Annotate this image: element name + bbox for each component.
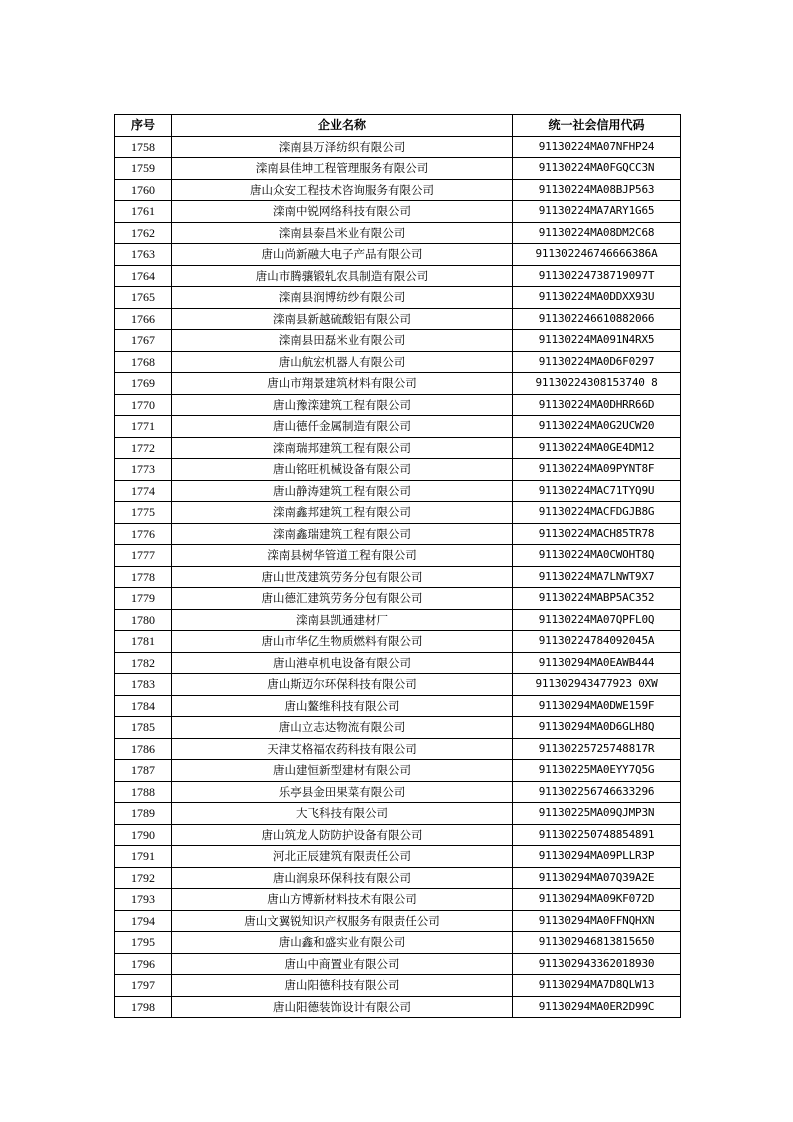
row-index: 1785 bbox=[115, 717, 172, 739]
row-enterprise-name: 唐山立志达物流有限公司 bbox=[172, 717, 513, 739]
table-row bbox=[115, 566, 681, 588]
row-credit-code: 911302246610882066 bbox=[513, 308, 681, 330]
row-index: 1788 bbox=[115, 781, 172, 803]
table-row bbox=[115, 889, 681, 911]
header-credit-code: 统一社会信用代码 bbox=[513, 115, 681, 137]
row-index: 1775 bbox=[115, 502, 172, 524]
table-row bbox=[115, 287, 681, 309]
table-row bbox=[115, 996, 681, 1018]
row-credit-code: 91130224MA0FGQCC3N bbox=[513, 158, 681, 180]
row-credit-code: 91130294MA09PLLR3P bbox=[513, 846, 681, 868]
row-index: 1786 bbox=[115, 738, 172, 760]
row-enterprise-name: 唐山中商置业有限公司 bbox=[172, 953, 513, 975]
row-index: 1794 bbox=[115, 910, 172, 932]
row-credit-code: 91130224MA0DHRR66D bbox=[513, 394, 681, 416]
table-row bbox=[115, 695, 681, 717]
table-row bbox=[115, 308, 681, 330]
row-index: 1765 bbox=[115, 287, 172, 309]
table-row bbox=[115, 717, 681, 739]
row-index: 1768 bbox=[115, 351, 172, 373]
row-credit-code: 91130224MACFDGJB8G bbox=[513, 502, 681, 524]
row-index: 1776 bbox=[115, 523, 172, 545]
row-enterprise-name: 唐山铭旺机械设备有限公司 bbox=[172, 459, 513, 481]
table-row bbox=[115, 975, 681, 997]
row-index: 1771 bbox=[115, 416, 172, 438]
row-credit-code: 91130225MA09QJMP3N bbox=[513, 803, 681, 825]
table-row bbox=[115, 738, 681, 760]
row-credit-code: 91130224MA0GE4DM12 bbox=[513, 437, 681, 459]
row-index: 1770 bbox=[115, 394, 172, 416]
row-index: 1782 bbox=[115, 652, 172, 674]
row-index: 1783 bbox=[115, 674, 172, 696]
row-enterprise-name: 滦南鑫瑞建筑工程有限公司 bbox=[172, 523, 513, 545]
table-row bbox=[115, 201, 681, 223]
row-index: 1762 bbox=[115, 222, 172, 244]
row-credit-code: 91130224MAC71TYQ9U bbox=[513, 480, 681, 502]
table-row bbox=[115, 158, 681, 180]
row-enterprise-name: 唐山航宏机器人有限公司 bbox=[172, 351, 513, 373]
row-enterprise-name: 滦南县润博纺纱有限公司 bbox=[172, 287, 513, 309]
table-row bbox=[115, 932, 681, 954]
table-header bbox=[115, 115, 681, 137]
row-credit-code: 91130224MA091N4RX5 bbox=[513, 330, 681, 352]
header-enterprise-name: 企业名称 bbox=[172, 115, 513, 137]
table-row bbox=[115, 867, 681, 889]
table-row bbox=[115, 244, 681, 266]
table-row bbox=[115, 631, 681, 653]
enterprise-registry-table bbox=[114, 114, 681, 1018]
row-index: 1773 bbox=[115, 459, 172, 481]
row-enterprise-name: 唐山鑫和盛实业有限公司 bbox=[172, 932, 513, 954]
row-credit-code: 91130225725748817R bbox=[513, 738, 681, 760]
row-enterprise-name: 唐山市翔景建筑材料有限公司 bbox=[172, 373, 513, 395]
row-index: 1787 bbox=[115, 760, 172, 782]
row-index: 1766 bbox=[115, 308, 172, 330]
table-row bbox=[115, 330, 681, 352]
table-body bbox=[115, 136, 681, 1018]
table-row bbox=[115, 760, 681, 782]
row-credit-code: 91130224308153740 8 bbox=[513, 373, 681, 395]
row-enterprise-name: 唐山方博新材料技术有限公司 bbox=[172, 889, 513, 911]
row-credit-code: 91130294MA0EAWB444 bbox=[513, 652, 681, 674]
table-row bbox=[115, 545, 681, 567]
row-credit-code: 911302943477923 0XW bbox=[513, 674, 681, 696]
table-row bbox=[115, 373, 681, 395]
row-enterprise-name: 唐山建恒新型建材有限公司 bbox=[172, 760, 513, 782]
row-credit-code: 91130224738719097T bbox=[513, 265, 681, 287]
row-enterprise-name: 乐亭县金田果菜有限公司 bbox=[172, 781, 513, 803]
table-row bbox=[115, 910, 681, 932]
row-enterprise-name: 唐山润泉环保科技有限公司 bbox=[172, 867, 513, 889]
row-enterprise-name: 滦南县佳坤工程管理服务有限公司 bbox=[172, 158, 513, 180]
table-row bbox=[115, 136, 681, 158]
row-credit-code: 91130224MA09PYNT8F bbox=[513, 459, 681, 481]
row-enterprise-name: 河北正辰建筑有限责任公司 bbox=[172, 846, 513, 868]
table-row bbox=[115, 394, 681, 416]
row-enterprise-name: 唐山静涛建筑工程有限公司 bbox=[172, 480, 513, 502]
row-credit-code: 91130224MACH85TR78 bbox=[513, 523, 681, 545]
row-enterprise-name: 唐山斯迈尔环保科技有限公司 bbox=[172, 674, 513, 696]
row-index: 1789 bbox=[115, 803, 172, 825]
row-index: 1791 bbox=[115, 846, 172, 868]
row-credit-code: 911302246746666386A bbox=[513, 244, 681, 266]
header-index: 序号 bbox=[115, 115, 172, 137]
row-index: 1792 bbox=[115, 867, 172, 889]
row-enterprise-name: 唐山尚新融大电子产品有限公司 bbox=[172, 244, 513, 266]
row-enterprise-name: 唐山文翼锐知识产权服务有限责任公司 bbox=[172, 910, 513, 932]
row-enterprise-name: 滦南县万泽纺织有限公司 bbox=[172, 136, 513, 158]
table-row bbox=[115, 674, 681, 696]
row-enterprise-name: 滦南鑫邦建筑工程有限公司 bbox=[172, 502, 513, 524]
row-enterprise-name: 滦南县泰昌米业有限公司 bbox=[172, 222, 513, 244]
row-enterprise-name: 唐山众安工程技术咨询服务有限公司 bbox=[172, 179, 513, 201]
row-enterprise-name: 唐山阳德装饰设计有限公司 bbox=[172, 996, 513, 1018]
row-enterprise-name: 滦南县新越硫酸铝有限公司 bbox=[172, 308, 513, 330]
row-index: 1772 bbox=[115, 437, 172, 459]
table-row bbox=[115, 953, 681, 975]
row-enterprise-name: 滦南瑞邦建筑工程有限公司 bbox=[172, 437, 513, 459]
row-credit-code: 911302250748854891 bbox=[513, 824, 681, 846]
row-enterprise-name: 唐山市华亿生物质燃料有限公司 bbox=[172, 631, 513, 653]
table-row bbox=[115, 846, 681, 868]
table-row bbox=[115, 502, 681, 524]
row-credit-code: 91130294MA0FFNQHXN bbox=[513, 910, 681, 932]
row-index: 1778 bbox=[115, 566, 172, 588]
row-credit-code: 91130224MA08BJP563 bbox=[513, 179, 681, 201]
row-credit-code: 91130224MA7ARY1G65 bbox=[513, 201, 681, 223]
row-credit-code: 91130224MA07QPFL0Q bbox=[513, 609, 681, 631]
row-index: 1784 bbox=[115, 695, 172, 717]
row-index: 1797 bbox=[115, 975, 172, 997]
row-enterprise-name: 唐山德汇建筑劳务分包有限公司 bbox=[172, 588, 513, 610]
row-enterprise-name: 唐山豫滦建筑工程有限公司 bbox=[172, 394, 513, 416]
row-credit-code: 91130294MA0ER2D99C bbox=[513, 996, 681, 1018]
row-credit-code: 91130224MA0D6F0297 bbox=[513, 351, 681, 373]
row-enterprise-name: 大飞科技有限公司 bbox=[172, 803, 513, 825]
row-credit-code: 91130294MA09KF072D bbox=[513, 889, 681, 911]
row-credit-code: 91130224784092045A bbox=[513, 631, 681, 653]
row-credit-code: 91130224MA0DDXX93U bbox=[513, 287, 681, 309]
table-row bbox=[115, 480, 681, 502]
row-index: 1781 bbox=[115, 631, 172, 653]
table-row bbox=[115, 588, 681, 610]
row-index: 1780 bbox=[115, 609, 172, 631]
row-index: 1793 bbox=[115, 889, 172, 911]
row-index: 1777 bbox=[115, 545, 172, 567]
row-credit-code: 91130224MA7LNWT9X7 bbox=[513, 566, 681, 588]
header-row bbox=[115, 115, 681, 137]
row-index: 1790 bbox=[115, 824, 172, 846]
row-index: 1774 bbox=[115, 480, 172, 502]
row-index: 1759 bbox=[115, 158, 172, 180]
row-index: 1798 bbox=[115, 996, 172, 1018]
row-credit-code: 91130224MA08DM2C68 bbox=[513, 222, 681, 244]
row-index: 1795 bbox=[115, 932, 172, 954]
table-row bbox=[115, 179, 681, 201]
row-credit-code: 91130224MA07NFHP24 bbox=[513, 136, 681, 158]
table-row bbox=[115, 803, 681, 825]
row-index: 1796 bbox=[115, 953, 172, 975]
row-index: 1760 bbox=[115, 179, 172, 201]
row-enterprise-name: 唐山阳德科技有限公司 bbox=[172, 975, 513, 997]
table-row bbox=[115, 265, 681, 287]
row-index: 1758 bbox=[115, 136, 172, 158]
row-enterprise-name: 唐山筑龙人防防护设备有限公司 bbox=[172, 824, 513, 846]
row-enterprise-name: 唐山德仟金属制造有限公司 bbox=[172, 416, 513, 438]
table-row bbox=[115, 523, 681, 545]
row-credit-code: 91130294MA7D8QLW13 bbox=[513, 975, 681, 997]
row-index: 1761 bbox=[115, 201, 172, 223]
row-enterprise-name: 滦南县树华管道工程有限公司 bbox=[172, 545, 513, 567]
row-credit-code: 91130294MA0D6GLH8Q bbox=[513, 717, 681, 739]
row-enterprise-name: 滦南县凯通建材厂 bbox=[172, 609, 513, 631]
row-index: 1767 bbox=[115, 330, 172, 352]
row-enterprise-name: 天津艾格福农药科技有限公司 bbox=[172, 738, 513, 760]
table-row bbox=[115, 459, 681, 481]
row-enterprise-name: 滦南中锐网络科技有限公司 bbox=[172, 201, 513, 223]
table-row bbox=[115, 824, 681, 846]
row-credit-code: 91130224MA0G2UCW20 bbox=[513, 416, 681, 438]
table-row bbox=[115, 222, 681, 244]
table-row bbox=[115, 781, 681, 803]
row-index: 1764 bbox=[115, 265, 172, 287]
table-row bbox=[115, 416, 681, 438]
row-enterprise-name: 唐山市腾骧锻轧农具制造有限公司 bbox=[172, 265, 513, 287]
row-credit-code: 91130294MA07Q39A2E bbox=[513, 867, 681, 889]
row-credit-code: 911302946813815650 bbox=[513, 932, 681, 954]
table-row bbox=[115, 652, 681, 674]
table-row bbox=[115, 609, 681, 631]
table-row bbox=[115, 351, 681, 373]
row-index: 1779 bbox=[115, 588, 172, 610]
row-credit-code: 91130294MA0DWE159F bbox=[513, 695, 681, 717]
row-credit-code: 91130224MABP5AC352 bbox=[513, 588, 681, 610]
row-credit-code: 911302256746633296 bbox=[513, 781, 681, 803]
row-credit-code: 91130224MA0CWOHT8Q bbox=[513, 545, 681, 567]
table-row bbox=[115, 437, 681, 459]
row-enterprise-name: 唐山世茂建筑劳务分包有限公司 bbox=[172, 566, 513, 588]
row-credit-code: 91130225MA0EYY7Q5G bbox=[513, 760, 681, 782]
row-index: 1763 bbox=[115, 244, 172, 266]
row-enterprise-name: 唐山港卓机电设备有限公司 bbox=[172, 652, 513, 674]
row-credit-code: 911302943362018930 bbox=[513, 953, 681, 975]
row-enterprise-name: 滦南县田磊米业有限公司 bbox=[172, 330, 513, 352]
row-index: 1769 bbox=[115, 373, 172, 395]
row-enterprise-name: 唐山鳌维科技有限公司 bbox=[172, 695, 513, 717]
